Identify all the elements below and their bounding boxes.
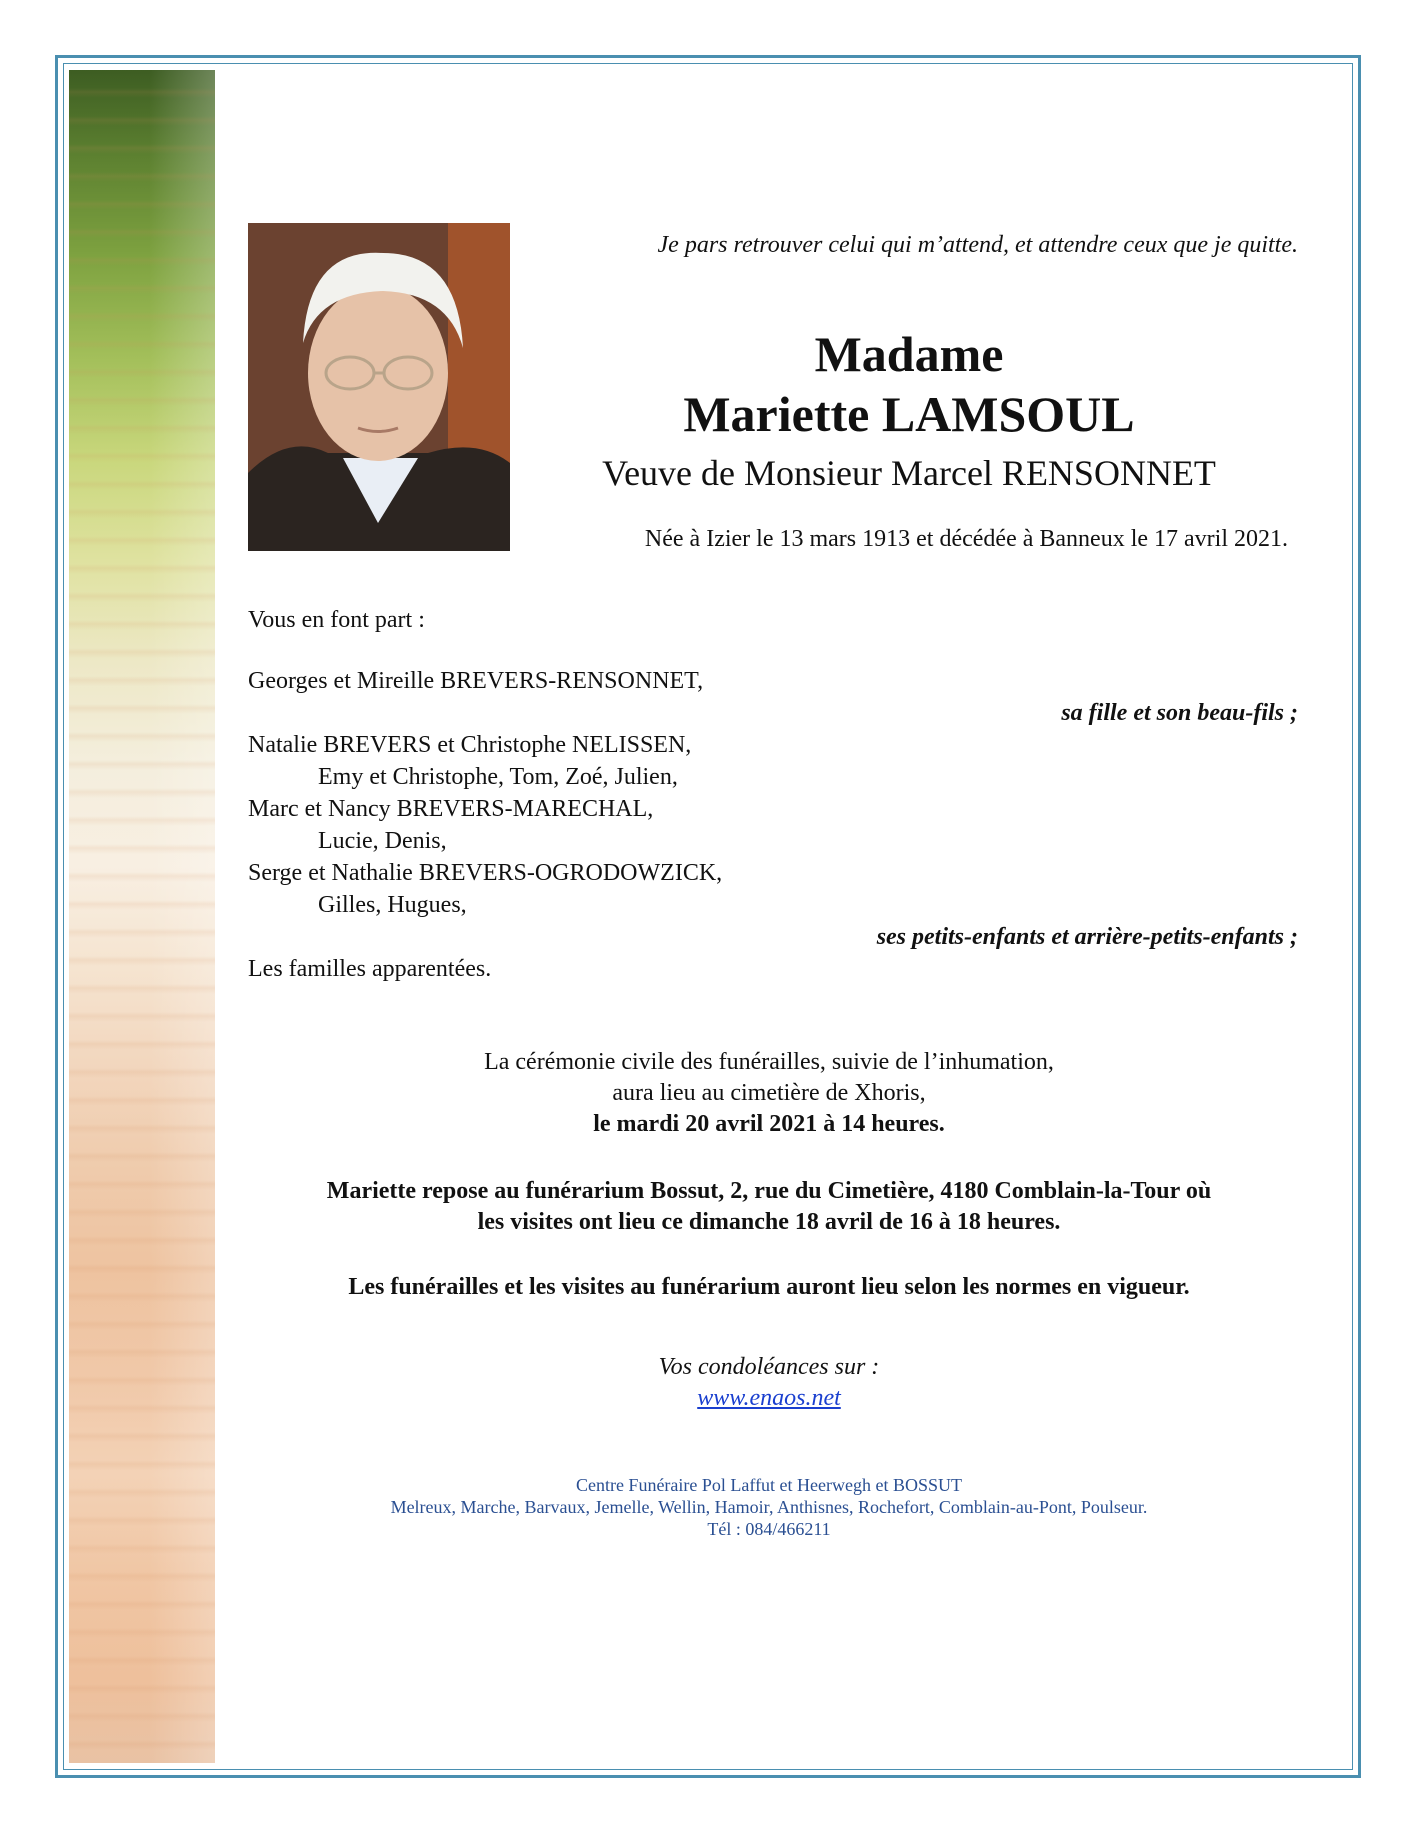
relation-line: sa fille et son beau-fils ; xyxy=(1061,700,1298,726)
family-line: Natalie BREVERS et Christophe NELISSEN, xyxy=(248,732,692,758)
repose-line: Mariette repose au funérarium Bossut, 2, rue du Cimetière, 4180 Comblain-la-Tour où xyxy=(326,1178,1212,1204)
family-line: Lucie, Denis, xyxy=(318,828,447,854)
ceremony-line: La cérémonie civile des funérailles, suivie de l’inhumation, xyxy=(484,1049,1054,1075)
decorative-forest-strip xyxy=(69,70,215,1763)
ceremony-line: aura lieu au cimetière de Xhoris, xyxy=(612,1080,926,1106)
family-line: Emy et Christophe, Tom, Zoé, Julien, xyxy=(318,764,678,790)
ceremony-date: le mardi 20 avril 2021 à 14 heures. xyxy=(593,1111,945,1137)
footer-line: Centre Funéraire Pol Laffut et Heerwegh et BOSSUT xyxy=(575,1475,963,1495)
widow-of: Veuve de Monsieur Marcel RENSONNET xyxy=(602,453,1216,493)
family-line: Georges et Mireille BREVERS-RENSONNET, xyxy=(248,668,704,694)
norms-notice: Les funérailles et les visites au funérarium auront lieu selon les normes en vigueur. xyxy=(348,1274,1190,1300)
condolences xyxy=(215,1352,1323,1414)
family-line: Serge et Nathalie BREVERS-OGRODOWZICK, xyxy=(248,860,723,886)
relation-line: ses petits-enfants et arrière-petits-enfants ; xyxy=(876,924,1298,950)
condolences-link[interactable]: www.enaos.net xyxy=(697,1385,841,1411)
ceremony-info xyxy=(215,1047,1323,1140)
repose-info xyxy=(215,1176,1323,1238)
condolences-label: Vos condoléances sur : xyxy=(658,1354,880,1380)
family-announcement xyxy=(248,604,1298,985)
epigraph-quote: Je pars retrouver celui qui m’attend, et attendre ceux que je quitte. xyxy=(657,232,1298,258)
footer-line: Melreux, Marche, Barvaux, Jemelle, Wellin, Hamoir, Anthisnes, Rochefort, Comblain-au-Pont, Poulseur. xyxy=(390,1497,1148,1517)
intro-line: Vous en font part : xyxy=(248,607,425,633)
repose-line: les visites ont lieu ce dimanche 18 avril de 16 à 18 heures. xyxy=(477,1209,1061,1235)
funeral-home-footer xyxy=(215,1474,1323,1540)
family-line: Marc et Nancy BREVERS-MARECHAL, xyxy=(248,796,654,822)
deceased-name: Mariette LAMSOUL xyxy=(683,386,1135,442)
family-line: Les familles apparentées. xyxy=(248,956,492,982)
birth-death-line: Née à Izier le 13 mars 1913 et décédée à Banneux le 17 avril 2021. xyxy=(644,526,1288,552)
portrait-photo xyxy=(248,223,510,551)
honorific: Madame xyxy=(814,326,1004,382)
family-line: Gilles, Hugues, xyxy=(318,892,467,918)
footer-phone: Tél : 084/466211 xyxy=(707,1519,831,1539)
